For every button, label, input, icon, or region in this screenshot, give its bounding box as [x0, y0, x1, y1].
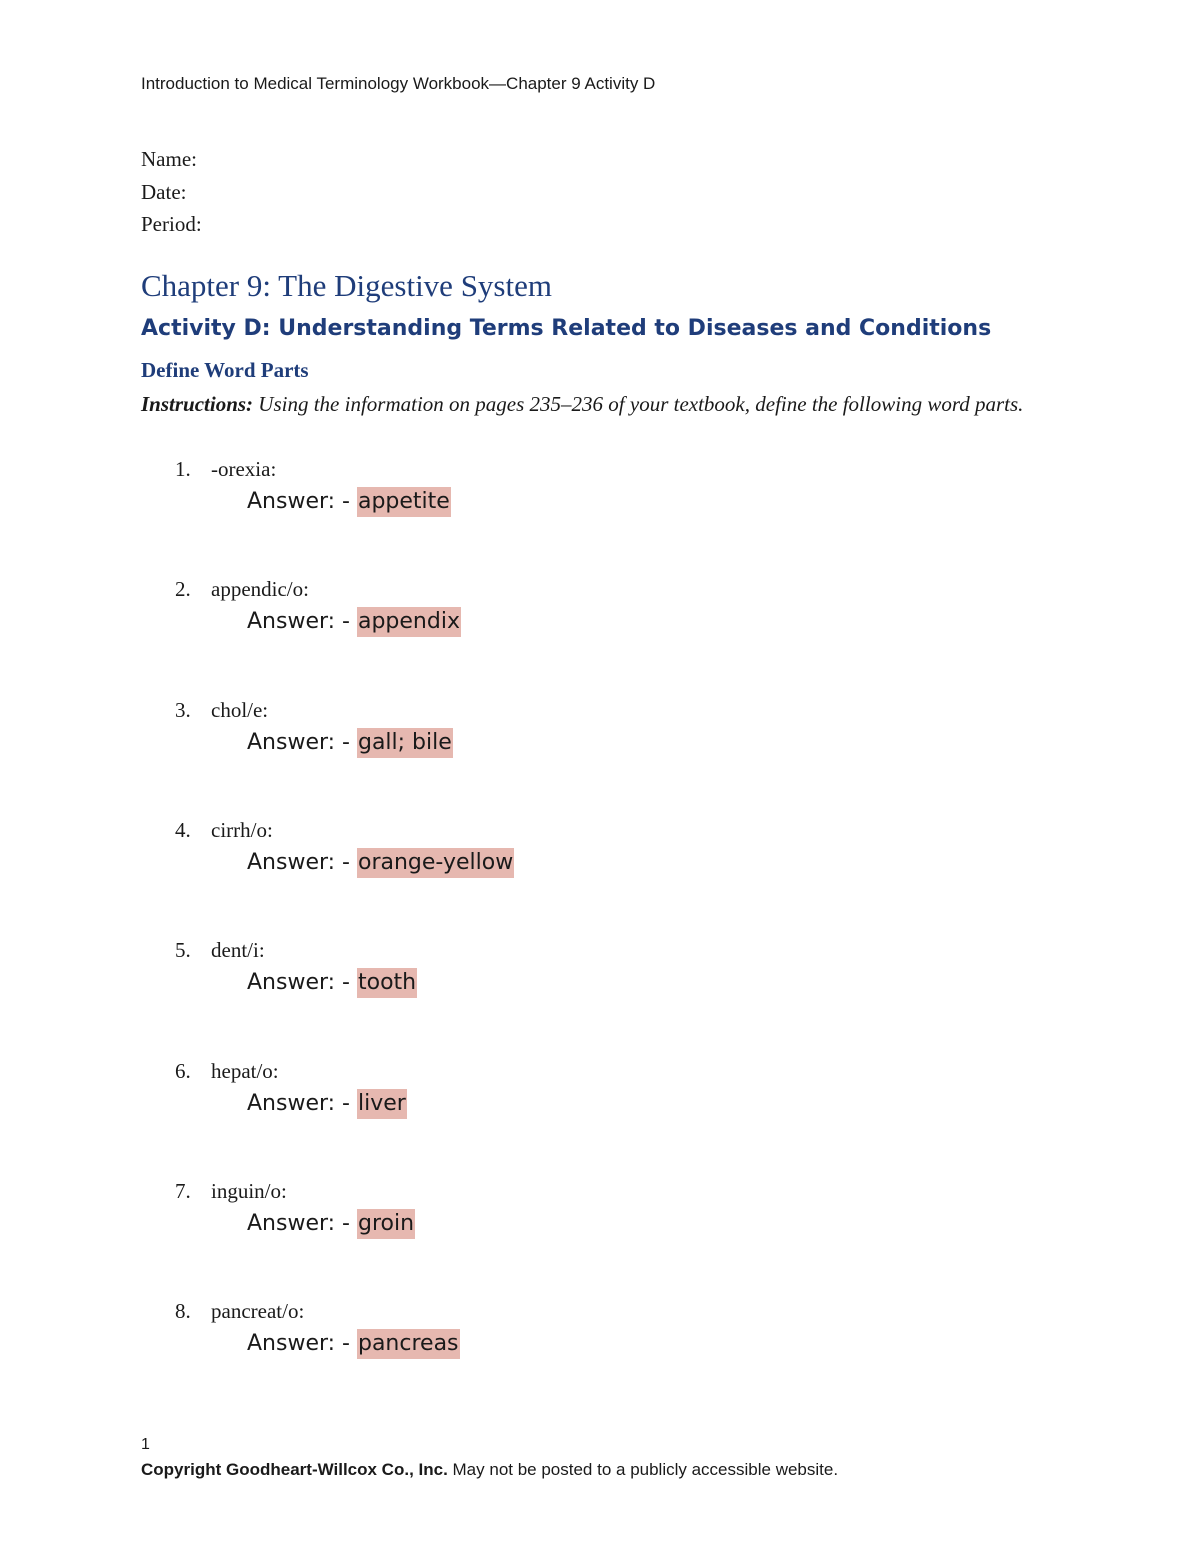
- answer-line: [247, 609, 461, 634]
- answer-line: [247, 970, 417, 995]
- answer-label: Answer: -: [247, 1210, 357, 1236]
- section-title: Define Word Parts: [141, 358, 309, 382]
- answer-value: orange-yellow: [357, 848, 514, 878]
- chapter-title: Chapter 9: The Digestive System: [141, 268, 552, 303]
- answer-label: Answer: -: [247, 1090, 357, 1116]
- running-header: Introduction to Medical Terminology Workbook—Chapter 9 Activity D: [141, 74, 656, 93]
- word-part-term: hepat/o:: [211, 1058, 279, 1083]
- instructions-lead: Instructions:: [141, 392, 254, 416]
- answer-value: groin: [357, 1209, 415, 1239]
- answer-line: [247, 1331, 460, 1356]
- item-number: 4.: [175, 817, 191, 842]
- answer-label: Answer: -: [247, 729, 357, 755]
- word-part-term: appendic/o:: [211, 577, 309, 602]
- answer-value: appendix: [357, 607, 461, 637]
- word-part-term: -orexia:: [211, 457, 277, 481]
- item-number: 2.: [175, 577, 191, 602]
- date-label: Date:: [141, 179, 187, 204]
- activity-title: Activity D: Understanding Terms Related to Diseases and Conditions: [141, 316, 992, 341]
- answer-value: liver: [357, 1089, 407, 1119]
- item-number: 3.: [175, 697, 191, 722]
- answer-label: Answer: -: [247, 970, 357, 996]
- answer-label: Answer: -: [247, 609, 357, 635]
- item-number: 7.: [175, 1178, 191, 1203]
- word-part-term: inguin/o:: [211, 1178, 287, 1203]
- answer-line: [247, 489, 451, 514]
- instructions: [141, 390, 1041, 418]
- answer-line: [247, 730, 453, 755]
- answer-label: Answer: -: [247, 849, 357, 875]
- word-part-term: pancreat/o:: [211, 1299, 305, 1324]
- period-label: Period:: [141, 212, 202, 236]
- item-number: 5.: [175, 938, 191, 963]
- word-part-term: dent/i:: [211, 938, 265, 963]
- answer-line: [247, 850, 514, 875]
- instructions-text: Using the information on pages 235–236 of your textbook, define the following word parts.: [253, 392, 1024, 416]
- word-part-term: chol/e:: [211, 697, 269, 722]
- answer-label: Answer: -: [247, 1331, 357, 1357]
- answer-value: pancreas: [357, 1329, 460, 1359]
- answer-line: [247, 1211, 415, 1236]
- name-label: Name:: [141, 147, 197, 171]
- item-number: 8.: [175, 1299, 191, 1324]
- answer-value: gall; bile: [357, 728, 453, 758]
- answer-value: appetite: [357, 487, 451, 517]
- page-number: 1: [141, 1436, 150, 1453]
- copyright-bold: Copyright Goodheart-Willcox Co., Inc.: [141, 1460, 448, 1479]
- item-number: 1.: [175, 457, 191, 481]
- word-part-term: cirrh/o:: [211, 817, 273, 842]
- answer-line: [247, 1091, 407, 1116]
- item-number: 6.: [175, 1058, 191, 1083]
- copyright-notice: [141, 1460, 838, 1480]
- copyright-rest: May not be posted to a publicly accessible website.: [447, 1460, 839, 1479]
- answer-label: Answer: -: [247, 489, 357, 514]
- student-fields: [141, 143, 202, 241]
- answer-value: tooth: [357, 968, 417, 998]
